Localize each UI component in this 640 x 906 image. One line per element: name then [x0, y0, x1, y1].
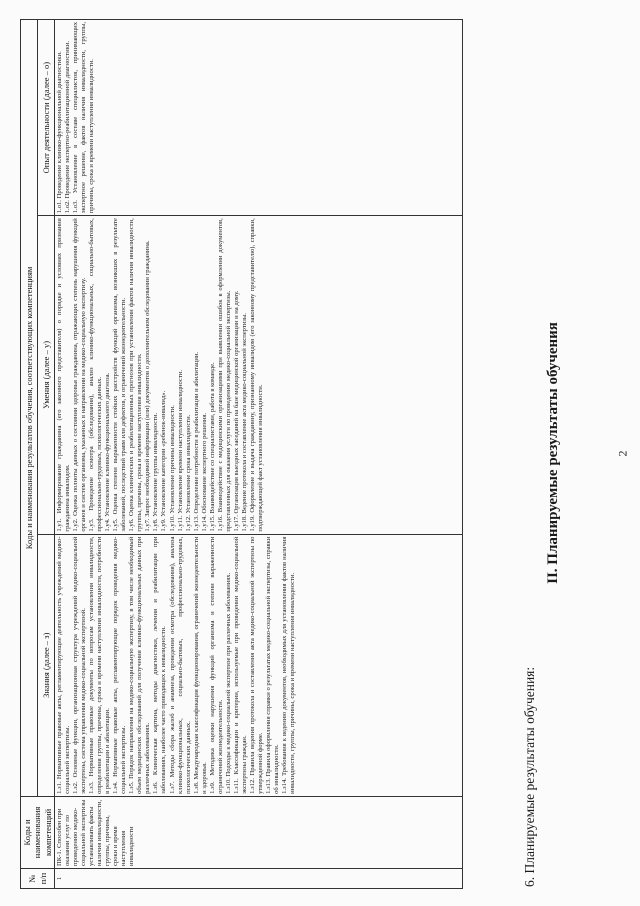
header-knowledge: Знания (далее – з)	[38, 534, 55, 796]
outcome-item: 1.у1. Информирование гражданина (его законного представителя) о порядке и условиях признания гражданина инвалидом.	[56, 218, 72, 532]
outcome-item: 1.у12. Установление срока инвалидности.	[184, 414, 192, 532]
outcome-item: 1.у14. Обоснование экспертного решения.	[200, 412, 208, 532]
outcome-item: 1.з13. Правила оформления справки о результатах медико-социальной экспертизы, справки об инвалидности.	[264, 536, 280, 794]
outcome-item: 1.у2. Оценка полноты данных о состоянии здоровья гражданина, отражающих степень нарушения функций органов и систем организма, указанных в направлении на медико-социальную экспертизу.	[72, 218, 88, 532]
outcome-item: 1.з6. Клиническая картина, методы диагностики, лечения и реабилитации при заболеваниях, наиболее часто приводящих к инвалидности.	[152, 536, 168, 794]
header-group: Коды и наименования результатов обучения, соответствующих компетенциям	[21, 20, 38, 797]
outcome-item: 1.у10. Установление причины инвалидности.	[168, 405, 176, 532]
outcome-item: 1.у8. Установление группы инвалидности.	[152, 412, 160, 532]
outcome-item: 1.у4. Установление клинико-функционального диагноза.	[104, 372, 112, 532]
outcome-item: 1.з11. Классификации и критерии, используемые при проведении медико-социальной экспертизы граждан.	[232, 536, 248, 794]
outcome-item: 1.о3. Установление в составе специалистов, принимающих экспертное решение, фактов наличия инвалидности, группы, причины, срока и времени наступления инвалидности.	[72, 22, 96, 214]
outcome-item: 1.з1. Нормативные правовые акты, регламентирующие деятельность учреждений медико-социальной экспертизы.	[56, 536, 72, 794]
header-competence: Коды и наименования компетенций	[21, 796, 55, 868]
outcome-item: 1.о2. Проведение экспертно-реабилитационной диагностики.	[64, 40, 72, 214]
row-number: 1	[55, 868, 463, 888]
outcome-item: 1.з4. Нормативные правовые акты, регламентирующие порядок проведения медико-социальной экспертизы.	[112, 536, 128, 794]
outcome-item: 1.з7. Методы сбора жалоб и анамнеза, проведения осмотра (обследования), анализа клинико-функциональных, социально-бытовых, профессионально-трудовых, психологических данных.	[168, 536, 192, 794]
table-caption: 6. Планируемые результаты обучения:	[522, 666, 537, 887]
outcome-item: 1.у13. Определение потребности в реабилитации и абилитации.	[192, 351, 200, 532]
outcome-item: 1.у15. Взаимодействие со специалистами, работа в команде.	[208, 362, 216, 532]
outcome-item: 1.з5. Порядок направления на медико-социальную экспертизу, в том числе необходимый объем медицинских обследований для получения клинико-функциональных данных при различных заболеваниях.	[128, 536, 152, 794]
header-skills: Умения (далее – у)	[38, 216, 55, 534]
competence-cell: ПК-1. Способен при оказании услуг по проведению медико-социальной экспертизы устанавливать факты наличия инвалидности, группы, причины, сроки и время наступления инвалидности	[55, 796, 463, 868]
outcome-item: 1.у16. Взаимодействие с медицинскими организациями при выявлении ошибок в оформлении документов, представленных для оказания услуги по проведению медико-социальной экспертизы.	[216, 218, 232, 532]
outcome-item: 1.з12. Правила ведения протокола и составления акта медико-социальной экспертизы по утвержденной форме.	[248, 536, 264, 794]
header-number: № п/п	[21, 868, 55, 888]
table-row	[55, 20, 463, 889]
outcome-item: 1.з14. Требования к ведению документов, необходимых для установления фактов наличия инвалидности, группы, причины, срока и времени наступления инвалидности.	[280, 536, 296, 794]
outcome-item: 1.у6. Оценка клинических и реабилитационных прогнозов при установлении фактов наличия инвалидности, группы, причины, срока и времени наступления инвалидности.	[128, 218, 144, 532]
outcome-item: 1.у11. Установление времени наступления инвалидности.	[176, 370, 184, 532]
outcome-item: 1.у19. Оформление и выдача гражданину, признанному инвалидом (его законному представителю), справки, подтверждающей факт установления инвалидности.	[248, 218, 264, 532]
rotated-document-page	[20, 13, 620, 893]
outcome-item: 1.у9. Установление категории «ребенок-инвалид».	[160, 390, 168, 532]
outcome-item: 1.о1. Проведение клинико-функциональной диагностики.	[56, 51, 64, 214]
outcome-item: 1.у7. Запрос необходимой информации (или) документов о дополнительном обследовании гражданина.	[144, 240, 152, 532]
outcome-item: 1.з10. Подходы к медико-социальной экспертизе при различных заболеваниях.	[224, 572, 232, 794]
section-title: II. Планируемые результаты обучения	[545, 322, 561, 584]
outcome-item: 1.з8. Международная классификация функционирования, ограничений жизнедеятельности и здоровья.	[192, 536, 208, 794]
skills-cell	[55, 216, 463, 534]
outcome-item: 1.у5. Оценка степени выраженности стойких расстройств функций организма, возникших в результате заболеваний, последствий травм или дефектов, и ограничений жизнедеятельности.	[112, 218, 128, 532]
header-experience: Опыт деятельности (далее – о)	[38, 20, 55, 216]
knowledge-cell	[55, 534, 463, 796]
experience-cell	[55, 20, 463, 216]
outcome-item: 1.з9. Методика оценки нарушения функций организма и степени выраженности ограничений жизнедеятельности.	[208, 536, 224, 794]
outcome-item: 1.у3. Проведение осмотра (обследования), анализ клинико-функциональных, социально-бытовых, профессионально-трудовых, психологических данных.	[88, 218, 104, 532]
outcome-item: 1.у17. Организация выездных заседаний на базе медицинской организации и на дому.	[232, 290, 240, 532]
page-number: 2	[615, 450, 630, 457]
outcome-item: 1.з3. Нормативные правовые документы по вопросам установления инвалидности, определения группы, причины, срока и времени наступления инвалидности, потребности в реабилитации и абилитации.	[88, 536, 112, 794]
outcome-item: 1.у18. Ведение протокола и составление акта медико-социальной экспертизы.	[240, 313, 248, 532]
outcome-item: 1.з2. Основные функции, организационная структура учреждений медико-социальной экспертизы, система управления медико-социальной экспертизой.	[72, 536, 88, 794]
learning-outcomes-table	[20, 19, 463, 889]
